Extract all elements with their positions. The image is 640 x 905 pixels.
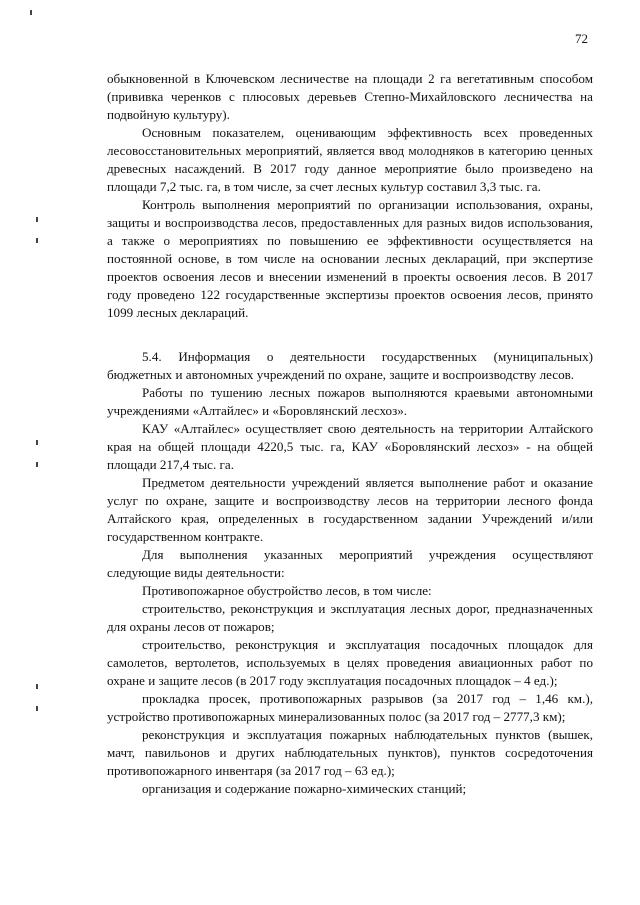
list-item: реконструкция и эксплуатация пожарных наблюдательных пунктов (вышек, мачт, павильонов и других наблюдательных пунктов), пунктов сосредоточения противопожарного инвентаря (за 2017 год – 63 ед.); (107, 727, 593, 778)
list-item: организация и содержание пожарно-химических станций; (142, 781, 467, 796)
paragraph: Предметом деятельности учреждений является выполнение работ и оказание услуг по охране, защите и воспроизводству лесов на территории лесного фонда Алтайского края, определенных в государственном задании Учреждений и/или государственном контракте. (107, 475, 593, 544)
paragraph: обыкновенной в Ключевском лесничестве на площади 2 га вегетативным способом (прививка черенков с плюсовых деревьев Степно-Михайловского лесничества на подвойную культуру). (107, 71, 593, 122)
paragraph: Для выполнения указанных мероприятий учреждения осуществляют следующие виды деятельности: (107, 547, 593, 580)
document-body (107, 70, 593, 798)
section-heading: 5.4. Информация о деятельности государственных (муниципальных) бюджетных и автономных учреждений по охране, защите и воспроизводству лесов. (107, 349, 593, 382)
paragraph: Работы по тушению лесных пожаров выполняются краевыми автономными учреждениями «Алтайлес» и «Боровлянский лесхоз». (107, 385, 593, 418)
list-item: прокладка просек, противопожарных разрывов (за 2017 год – 1,46 км.), устройство противопожарных минерализованных полос (за 2017 год – 2777,3 км); (107, 691, 593, 724)
page-number: 72 (575, 31, 588, 46)
list-item: строительство, реконструкция и эксплуатация посадочных площадок для самолетов, вертолетов, используемых в целях проведения авиационных работ по охране и защите лесов (в 2017 году эксплуатация посадочных площадок – 4 ед.); (107, 637, 593, 688)
scan-mark (30, 10, 32, 15)
scan-mark (36, 684, 38, 689)
scan-mark (36, 440, 38, 445)
scan-mark (36, 706, 38, 711)
scan-mark (36, 238, 38, 243)
paragraph: Основным показателем, оценивающим эффективность всех проведенных лесовосстановительных мероприятий, является ввод молодняков в категорию ценных древесных насаждений. В 2017 году данное мероприятие было произведено на площади 7,2 тыс. га, в том числе, за счет лесных культур составил 3,3 тыс. га. (107, 125, 593, 194)
paragraph: Противопожарное обустройство лесов, в том числе: (142, 583, 432, 598)
paragraph: Контроль выполнения мероприятий по организации использования, охраны, защиты и воспроизводства лесов, предоставленных для разных видов использования, а также о мероприятиях по повышению ее эффективности осуществляется на постоянной основе, в том числе на основании лесных деклараций, при экспертизе проектов освоения лесов и внесении изменений в проекты освоения лесов. В 2017 году проведено 122 государственные экспертизы проектов освоения лесов, принято 1099 лесных деклараций. (107, 197, 593, 320)
scan-mark (36, 462, 38, 467)
list-item: строительство, реконструкция и эксплуатация лесных дорог, предназначенных для охраны лесов от пожаров; (107, 601, 593, 634)
scan-mark (36, 217, 38, 222)
paragraph: КАУ «Алтайлес» осуществляет свою деятельность на территории Алтайского края на общей площади 4220,5 тыс. га, КАУ «Боровлянский лесхоз» - на общей площади 217,4 тыс. га. (107, 421, 593, 472)
